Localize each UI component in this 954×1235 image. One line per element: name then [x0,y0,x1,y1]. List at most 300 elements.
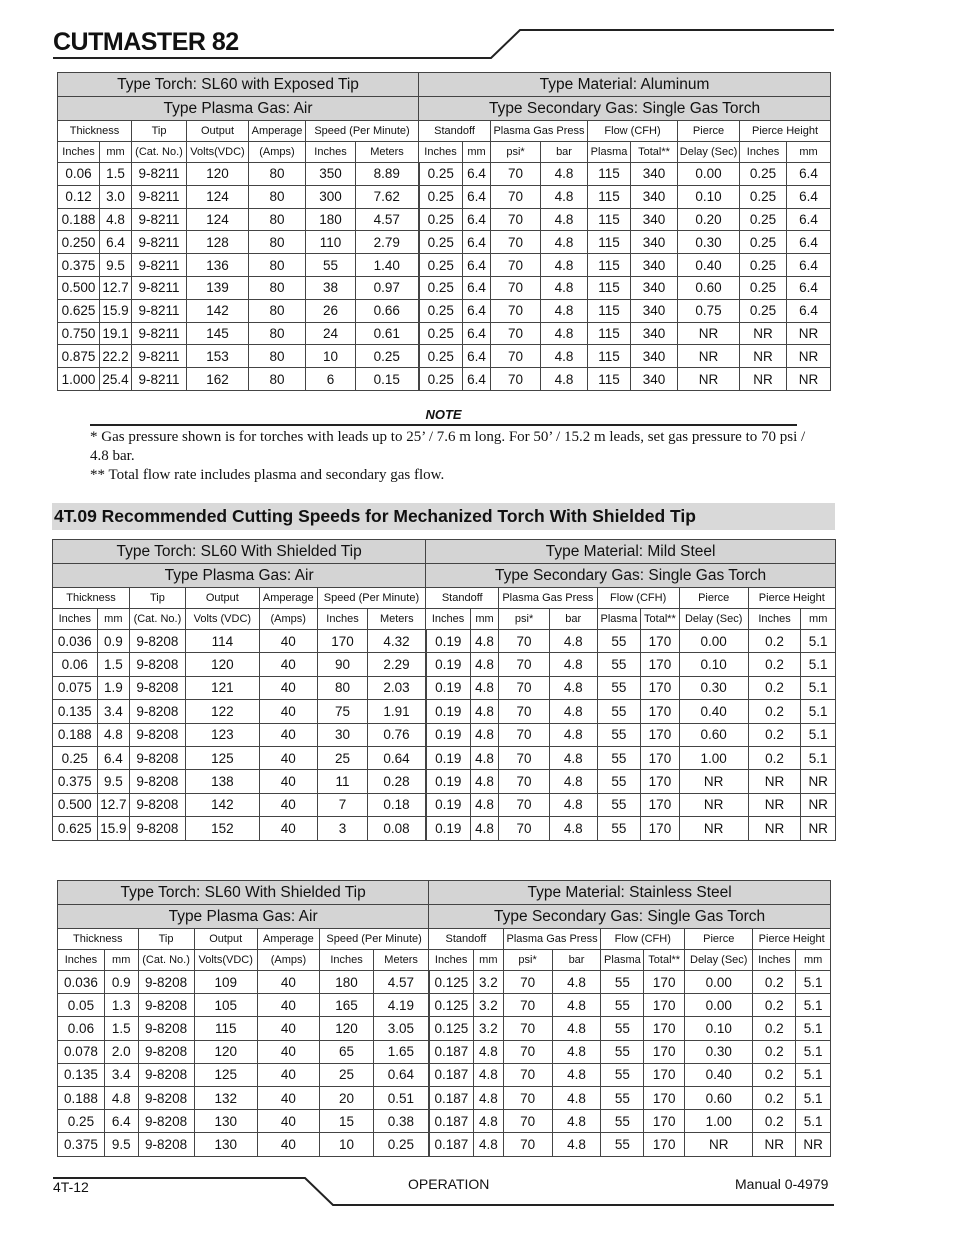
col-group-header: Pierce [678,121,740,142]
table-cell: 9-8211 [132,368,187,391]
table-cell: 4.8 [552,971,601,994]
table-cell: 6.4 [463,299,491,322]
table-cell: 4.8 [549,700,597,723]
table-cell: 0.25 [58,1110,105,1133]
table-cell: 5.1 [796,1063,831,1086]
table-cell: 70 [503,1110,552,1133]
table-cell: 136 [187,254,249,277]
table-cell: 1.40 [356,254,419,277]
table-cell: 20 [320,1086,374,1109]
table-cell: 9-8208 [130,793,186,816]
table-cell: 15.9 [100,299,132,322]
table-cell: 9-8208 [138,994,194,1017]
table-cell: 145 [187,322,249,345]
table-cell: 70 [503,1063,552,1086]
table-cell: 9-8208 [130,746,186,769]
table-cell: 6.4 [104,1110,138,1133]
table-cell: 9-8208 [138,1133,194,1156]
table-cell: NR [740,322,787,345]
table-cell: 6.4 [463,185,491,208]
table-cell: 7.62 [356,185,419,208]
table-cell: 170 [644,1110,685,1133]
table-cell: 70 [503,1086,552,1109]
table-cell: 170 [644,1040,685,1063]
note-title: NOTE [425,407,462,422]
table-cell: 340 [631,368,678,391]
table-cell: 70 [491,185,541,208]
table-cell: 55 [601,1086,644,1109]
table-cell: 0.500 [53,793,98,816]
col-header: mm [97,609,129,630]
table-cell: NR [801,817,836,840]
table-cell: 26 [306,299,356,322]
table-cell: 40 [259,793,317,816]
table-cell: 5.1 [801,746,836,769]
table-cell: 0.625 [58,299,100,322]
table-cell: 3.05 [374,1017,429,1040]
table-cell: NR [685,1133,753,1156]
col-group-header: Amperage [257,929,319,950]
table-cell: 5.1 [801,630,836,653]
col-group-header: Standoff [419,121,491,142]
table-cell: 55 [597,630,641,653]
table-cell: 30 [317,723,368,746]
note-line-gas-pressure: * Gas pressure shown is for torches with leads up to 25’ / 7.6 m long. For 50’ / 15.2 m leads, set gas pressure to 70 psi / 4.8 bar. [90,429,806,464]
table-cell: 0.2 [753,1110,796,1133]
table-cell: 0.187 [429,1133,474,1156]
table-cell: 1.65 [374,1040,429,1063]
table-cell: 4.8 [549,723,597,746]
table-cell: 40 [257,971,319,994]
table-cell: 162 [187,368,249,391]
table-cell: 40 [257,1063,319,1086]
table-cell: 4.19 [374,994,429,1017]
col-group-header: Thickness [58,121,132,142]
table-cell: 0.25 [356,345,419,368]
table-cell: 40 [259,700,317,723]
col-header: Meters [356,142,419,163]
table-cell: 4.8 [552,1133,601,1156]
table-cell: 4.8 [470,653,498,676]
table-stainless-steel-shielded-tip [57,880,831,1157]
table-cell: 4.8 [552,1063,601,1086]
table-cell: 1.91 [368,700,426,723]
table-cell: 122 [185,700,259,723]
table-cell: 105 [194,994,257,1017]
table-cell: 6.4 [463,322,491,345]
table-cell: 0.187 [429,1040,474,1063]
note-rule [90,424,797,426]
table-cell: 115 [588,345,631,368]
table-cell: 6.4 [463,254,491,277]
table-cell: 1.5 [104,1017,138,1040]
table-cell: 0.25 [419,231,463,254]
table-row [53,700,836,723]
table-cell: 9-8208 [130,700,186,723]
table-cell: 70 [491,231,541,254]
col-group-header: Speed (Per Minute) [320,929,429,950]
table-cell: 4.8 [552,1017,601,1040]
table-cell: 15.9 [97,817,129,840]
col-header: mm [474,950,504,971]
table-cell: 153 [187,345,249,368]
table-cell: 109 [194,971,257,994]
table-cell: 0.135 [58,1063,105,1086]
table-cell: 0.30 [679,676,748,699]
col-header: psi* [491,142,541,163]
table-cell: 0.2 [748,700,801,723]
footer-section: OPERATION [408,1176,490,1192]
table-cell: 0.28 [368,770,426,793]
table-cell: 40 [257,1040,319,1063]
col-group-header: Pierce Height [748,588,835,609]
table-cell: 4.8 [549,793,597,816]
table-cell: 0.2 [748,723,801,746]
table-cell: 55 [601,1040,644,1063]
table-cell: 4.8 [470,793,498,816]
table-cell: 6.4 [100,231,132,254]
col-group-header: Output [185,588,259,609]
table-cell: 4.8 [541,322,588,345]
table-cell: 6.4 [463,345,491,368]
table-cell: NR [753,1133,796,1156]
table-cell: 4.8 [474,1040,504,1063]
torch-type-label: Type Torch: SL60 With Shielded Tip [58,881,429,905]
table-cell: 0.60 [678,276,740,299]
table-cell: 170 [641,746,680,769]
table-cell: 40 [259,630,317,653]
table-body [53,630,836,841]
table-cell: 115 [588,163,631,186]
table-cell: 0.9 [97,630,129,653]
col-header: (Amps) [257,950,319,971]
table-cell: 4.8 [552,1040,601,1063]
table-cell: 19.1 [100,322,132,345]
table-cell: 115 [588,208,631,231]
table-cell: 0.15 [356,368,419,391]
table-row [58,1110,831,1133]
plasma-gas-label: Type Plasma Gas: Air [53,564,426,588]
sub-header-row [58,142,831,163]
table-cell: 0.40 [679,700,748,723]
col-group-header: Plasma Gas Press [499,588,597,609]
table-row [58,185,831,208]
table-cell: 25 [317,746,368,769]
table-cell: 0.25 [419,276,463,299]
col-group-header: Standoff [429,929,503,950]
table-cell: 124 [187,185,249,208]
table-cell: 170 [641,817,680,840]
table-cell: 5.1 [796,994,831,1017]
table-cell: 2.03 [368,676,426,699]
table-cell: 0.05 [58,994,105,1017]
table-cell: 9-8211 [132,322,187,345]
table-cell: 55 [597,723,641,746]
col-group-header: Flow (CFH) [588,121,678,142]
table-cell: 9.5 [97,770,129,793]
col-header: bar [552,950,601,971]
table-cell: 4.8 [552,994,601,1017]
table-cell: 170 [644,1133,685,1156]
table-cell: 0.375 [53,770,98,793]
col-group-header: Speed (Per Minute) [306,121,419,142]
table-cell: 170 [641,770,680,793]
table-cell: 3.0 [100,185,132,208]
table-cell: 0.64 [368,746,426,769]
table-cell: 125 [185,746,259,769]
table-cell: 170 [644,1017,685,1040]
table-cell: 170 [644,1086,685,1109]
material-type-label: Type Material: Stainless Steel [429,881,831,905]
table-cell: 9-8208 [130,817,186,840]
table-cell: 340 [631,163,678,186]
table-cell: 6.4 [787,299,831,322]
table-cell: 340 [631,208,678,231]
col-header: Inches [53,609,98,630]
table-cell: 4.8 [474,1133,504,1156]
table-cell: 12.7 [97,793,129,816]
table-cell: 4.8 [549,746,597,769]
table-cell: 3.2 [474,1017,504,1040]
table-cell: 0.25 [419,254,463,277]
table-cell: 4.8 [541,254,588,277]
table-cell: 0.19 [426,630,471,653]
secondary-gas-label: Type Secondary Gas: Single Gas Torch [426,564,836,588]
table-cell: 9-8211 [132,345,187,368]
table-cell: 9-8208 [130,630,186,653]
table-cell: 0.125 [429,971,474,994]
table-cell: 0.125 [429,1017,474,1040]
group-header-row [53,588,836,609]
table-cell: 0.76 [368,723,426,746]
table-cell: 9-8211 [132,299,187,322]
table-cell: 6.4 [463,276,491,299]
col-header: bar [549,609,597,630]
table-cell: 4.8 [474,1086,504,1109]
table-cell: 70 [491,254,541,277]
table-cell: NR [678,322,740,345]
table-cell: 0.25 [740,185,787,208]
table-cell: 4.8 [549,817,597,840]
col-header: mm [796,950,831,971]
col-group-header: Flow (CFH) [601,929,685,950]
table-cell: 3.2 [474,994,504,1017]
table-cell: 5.1 [796,971,831,994]
col-header: Plasma [601,950,644,971]
table-cell: 80 [249,254,306,277]
table-cell: 340 [631,322,678,345]
table-cell: 0.25 [53,746,98,769]
table-cell: 2.79 [356,231,419,254]
table-cell: 1.00 [679,746,748,769]
table-cell: 55 [601,1017,644,1040]
table-cell: 38 [306,276,356,299]
col-group-header: Amperage [259,588,317,609]
table-row [53,653,836,676]
table-cell: 0.188 [53,723,98,746]
group-header-row [58,929,831,950]
table-cell: 0.075 [53,676,98,699]
col-header: Inches [753,950,796,971]
table-cell: 0.19 [426,700,471,723]
table-cell: 0.9 [104,971,138,994]
table-cell: 55 [597,700,641,723]
col-header: Total** [644,950,685,971]
secondary-gas-label: Type Secondary Gas: Single Gas Torch [429,905,831,929]
table-cell: 170 [641,793,680,816]
col-group-header: Tip [130,588,186,609]
table-cell: 5.1 [801,653,836,676]
table-cell: 152 [185,817,259,840]
table-cell: 120 [194,1040,257,1063]
table-cell: 0.2 [753,1017,796,1040]
table-cell: 25.4 [100,368,132,391]
table-cell: 9-8208 [130,770,186,793]
table-cell: 340 [631,299,678,322]
table-row [58,163,831,186]
table-cell: 340 [631,185,678,208]
table-cell: 4.8 [97,723,129,746]
table-cell: 0.25 [374,1133,429,1156]
table-cell: 0.19 [426,653,471,676]
table-cell: 0.25 [419,322,463,345]
col-header: mm [100,142,132,163]
table-cell: 55 [601,1110,644,1133]
table-cell: 6.4 [463,163,491,186]
table-cell: 9-8208 [138,1110,194,1133]
note-text [90,428,810,485]
table-cell: 300 [306,185,356,208]
table-cell: 5.1 [796,1040,831,1063]
col-header: Inches [429,950,474,971]
table-cell: 0.10 [678,185,740,208]
table-cell: 0.187 [429,1063,474,1086]
table-row [58,1063,831,1086]
table-cell: 0.00 [685,994,753,1017]
table-cell: 0.19 [426,793,471,816]
table-cell: 70 [499,653,550,676]
table-cell: 4.8 [474,1110,504,1133]
table-cell: 6.4 [463,208,491,231]
table-body [58,971,831,1157]
table-cell: 115 [588,368,631,391]
table-cell: 6.4 [787,254,831,277]
table-cell: 6.4 [787,276,831,299]
table-cell: 55 [597,653,641,676]
table-cell: 70 [499,700,550,723]
table-cell: 0.64 [374,1063,429,1086]
table-cell: 0.75 [678,299,740,322]
table-cell: 0.2 [748,653,801,676]
table-cell: 4.8 [470,723,498,746]
table-cell: 6.4 [787,231,831,254]
table-cell: 9-8211 [132,163,187,186]
table-cell: 0.25 [740,231,787,254]
table-cell: 4.57 [356,208,419,231]
table-cell: 7 [317,793,368,816]
table-cell: 4.57 [374,971,429,994]
col-header: Inches [748,609,801,630]
table-cell: 10 [306,345,356,368]
table-cell: 0.12 [58,185,100,208]
table-row [53,746,836,769]
col-group-header: Thickness [53,588,130,609]
table-cell: 10 [320,1133,374,1156]
table-cell: 6.4 [463,368,491,391]
table-cell: 0.19 [426,770,471,793]
table-cell: 4.8 [541,185,588,208]
col-header: Volts(VDC) [194,950,257,971]
table-body [58,163,831,391]
table-cell: 11 [317,770,368,793]
table-cell: 22.2 [100,345,132,368]
col-header: Delay (Sec) [678,142,740,163]
table-cell: 0.036 [58,971,105,994]
col-group-header: Pierce [679,588,748,609]
table-cell: 70 [499,793,550,816]
table-cell: 128 [187,231,249,254]
table-cell: 0.25 [419,185,463,208]
table-cell: 9-8208 [130,723,186,746]
table-cell: 115 [588,299,631,322]
table-cell: 0.25 [740,208,787,231]
torch-type-label: Type Torch: SL60 with Exposed Tip [58,73,419,97]
table-cell: NR [796,1133,831,1156]
col-header: Meters [368,609,426,630]
table-cell: 124 [187,208,249,231]
table-cell: 0.25 [740,299,787,322]
col-header: (Cat. No.) [130,609,186,630]
table-cell: 0.135 [53,700,98,723]
table-cell: 70 [499,817,550,840]
table-cell: 2.29 [368,653,426,676]
table-cell: 0.25 [419,299,463,322]
table-cell: 123 [185,723,259,746]
table-cell: 75 [317,700,368,723]
table-cell: 340 [631,276,678,299]
col-header: (Amps) [259,609,317,630]
table-cell: 0.06 [58,163,100,186]
table-cell: 4.8 [541,299,588,322]
table-cell: 0.60 [685,1086,753,1109]
table-cell: 70 [491,345,541,368]
table-cell: 12.7 [100,276,132,299]
col-group-header: Standoff [426,588,499,609]
table-cell: 0.06 [53,653,98,676]
table-cell: 130 [194,1110,257,1133]
col-header: mm [463,142,491,163]
table-row [58,208,831,231]
table-cell: 0.00 [678,163,740,186]
table-cell: 170 [641,653,680,676]
table-cell: 0.125 [429,994,474,1017]
table-cell: 9.5 [100,254,132,277]
col-header: (Cat. No.) [138,950,194,971]
table-cell: 0.25 [419,208,463,231]
table-cell: 1.5 [100,163,132,186]
table-cell: 170 [641,676,680,699]
table-cell: 0.10 [685,1017,753,1040]
table-cell: NR [787,345,831,368]
table-cell: 0.18 [368,793,426,816]
table-cell: 25 [320,1063,374,1086]
table-cell: NR [801,793,836,816]
table-cell: 80 [249,368,306,391]
table-cell: 4.8 [100,208,132,231]
table-cell: NR [787,368,831,391]
col-header: bar [541,142,588,163]
table-cell: 0.20 [678,208,740,231]
